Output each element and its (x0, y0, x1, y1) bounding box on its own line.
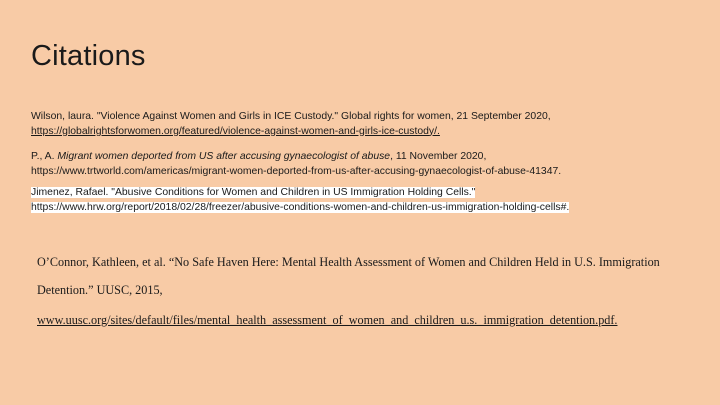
citation-article-title: Migrant women deported from US after accusing gynaecologist of abuse (57, 151, 391, 162)
citation-text: Wilson, laura. "Violence Against Women and Girls in ICE Custody." Global rights for women, 21 September 2020, (31, 111, 551, 122)
citation-wilson (31, 110, 681, 139)
citation-jimenez (31, 186, 681, 215)
citation-trtworld (31, 150, 681, 179)
citation-oconnor-line1: O’Connor, Kathleen, et al. “No Safe Haven Here: Mental Health Assessment of Women and Children Held in U.S. Immigration (37, 255, 660, 269)
citation-url: https://www.trtworld.com/americas/migrant-women-deported-from-us-after-accusing-gynaecologist-of-abuse-41347. (31, 165, 562, 177)
citation-date: , 11 November 2020, (390, 151, 487, 162)
citation-link[interactable]: https://globalrightsforwomen.org/featured/violence-against-women-and-girls-ice-custody/. (31, 125, 440, 137)
citation-link[interactable]: www.uusc.org/sites/default/files/mental_health_assessment_of_women_and_children_u.s._immigration_detention.pdf. (37, 313, 618, 327)
citation-oconnor-link-row (37, 313, 677, 328)
citation-author: P., A. (31, 151, 58, 162)
citation-oconnor-line2: Detention.” UUSC, 2015, (37, 283, 163, 297)
slide-title: Citations (31, 40, 146, 72)
citation-text: Jimenez, Rafael. "Abusive Conditions for Women and Children in US Immigration Holding Cells." (31, 187, 476, 198)
citation-url: https://www.hrw.org/report/2018/02/28/freezer/abusive-conditions-women-and-children-us-immigration-holding-cells#. (31, 201, 570, 213)
